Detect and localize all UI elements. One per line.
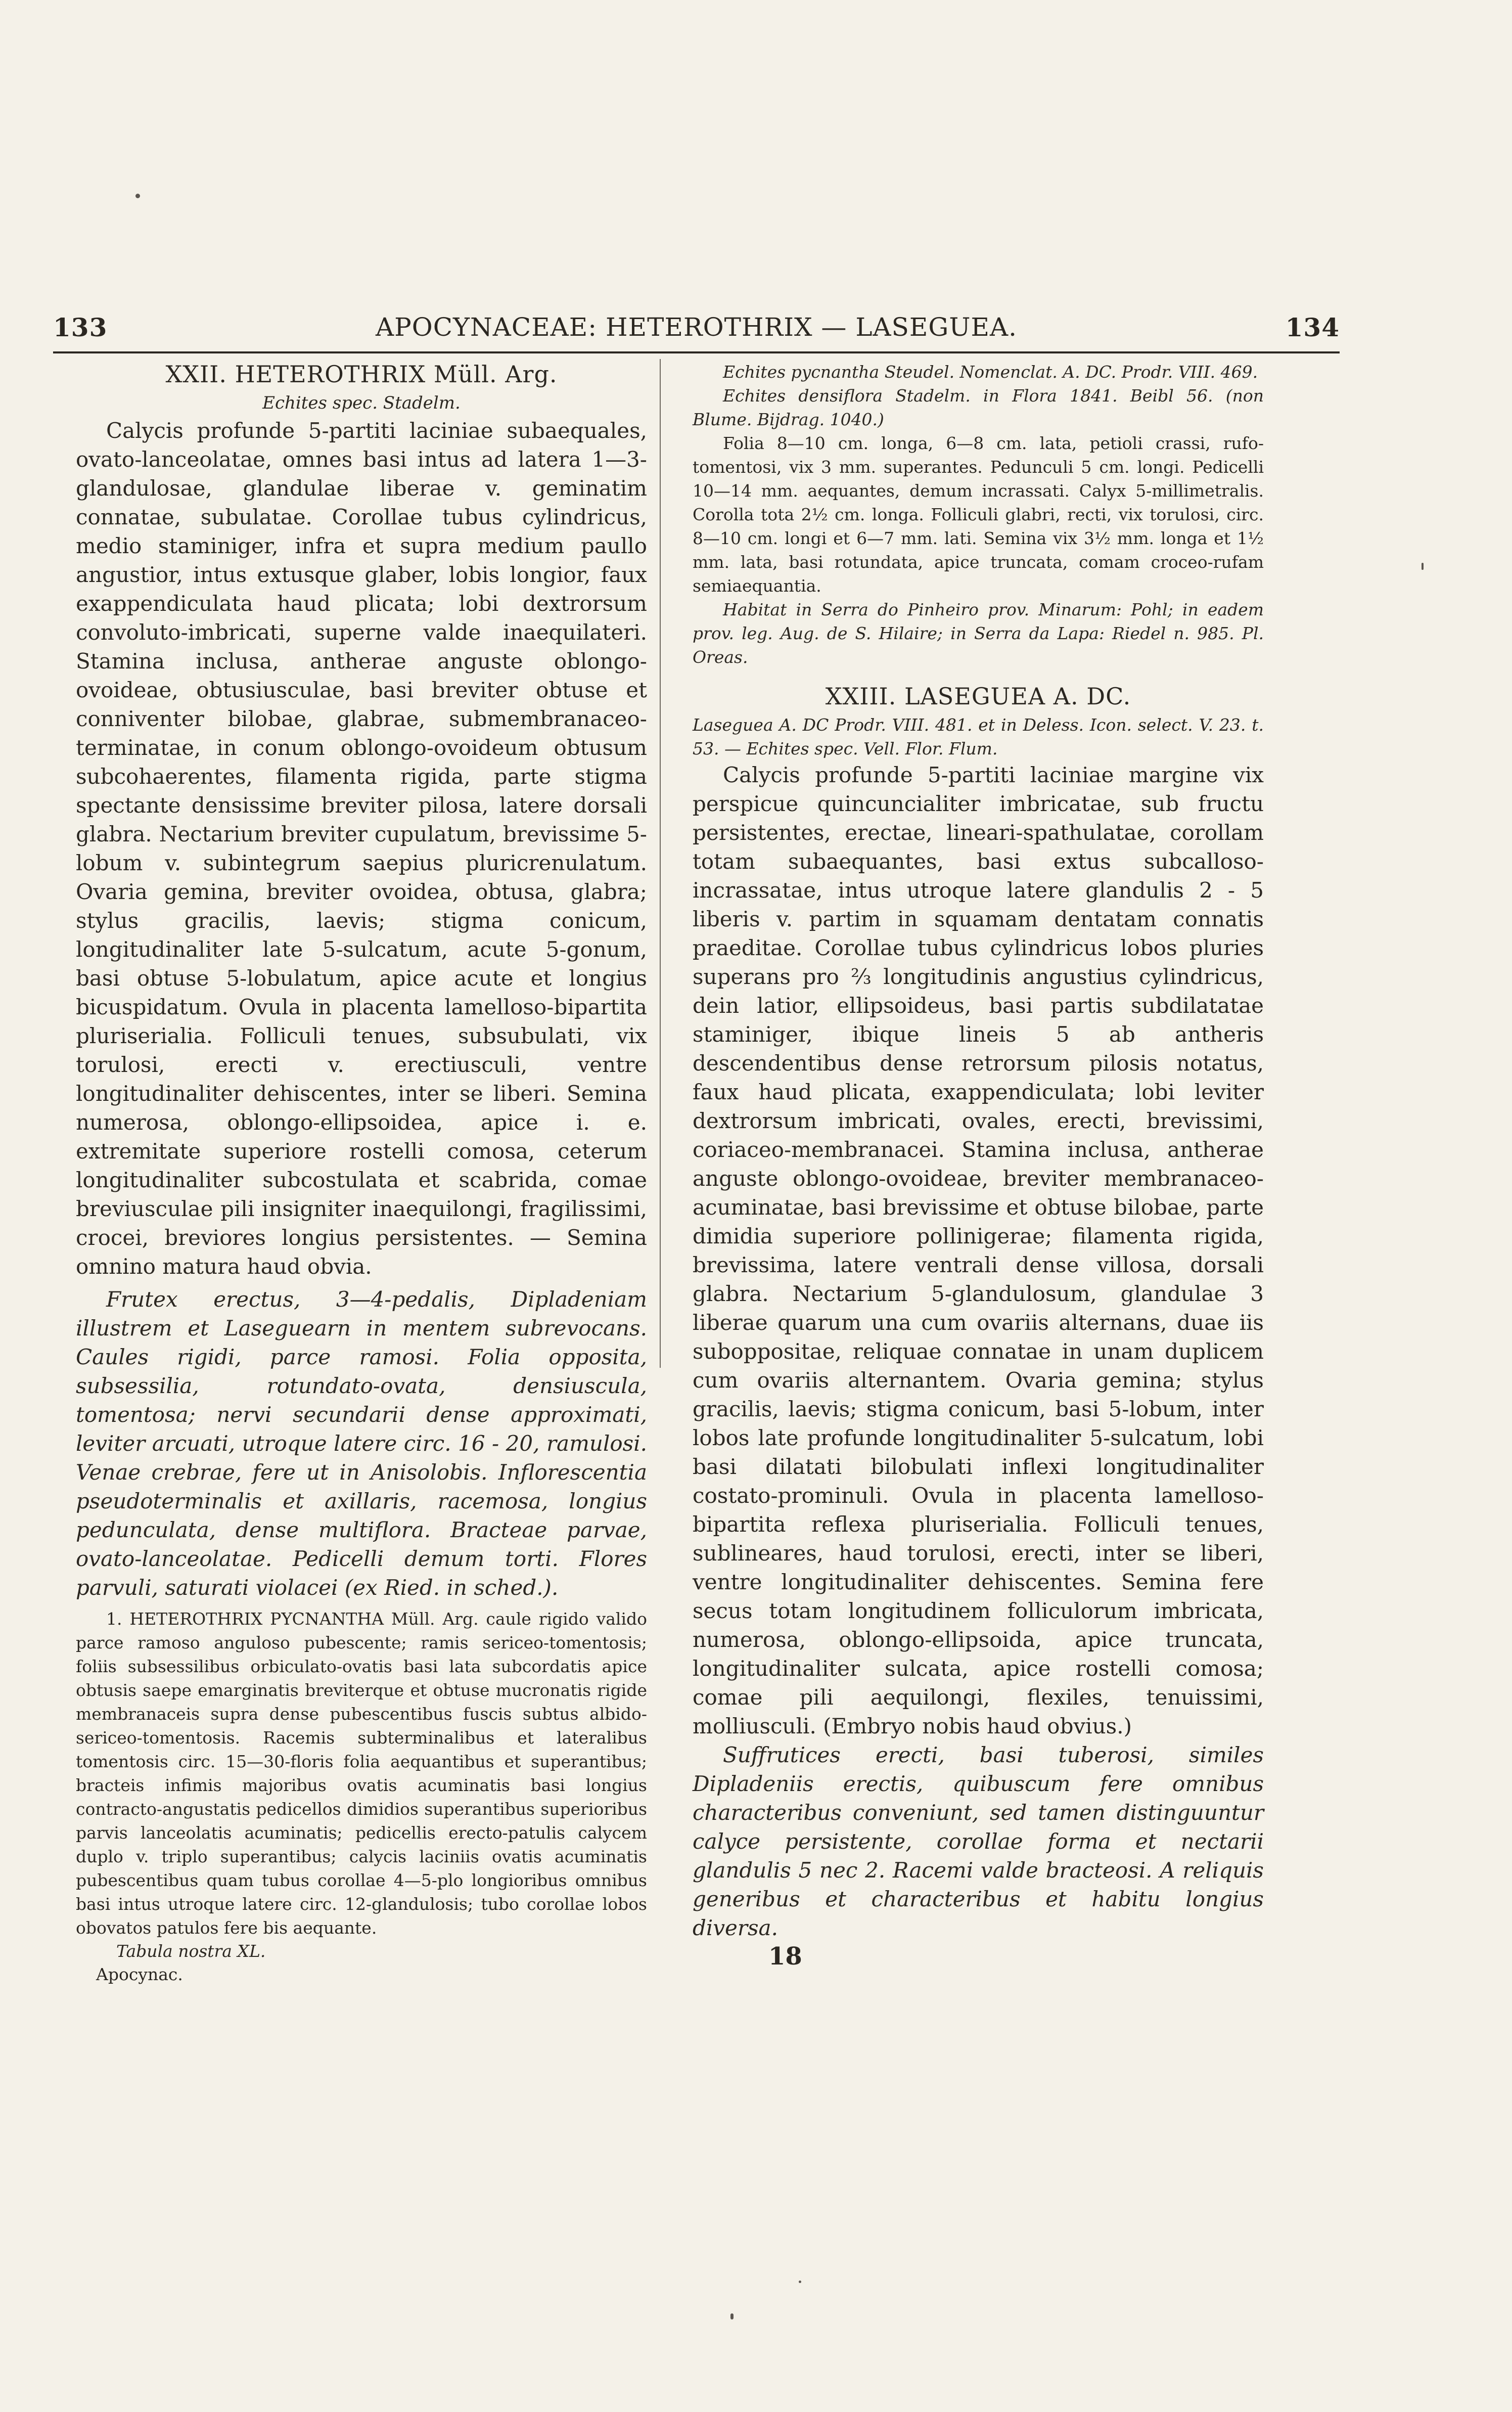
genus-heading-heterothrix: XXII. HETEROTHRIX Müll. Arg.: [165, 361, 558, 388]
habitat: Habitat in Serra do Pinheiro prov. Minarum: Pohl; in eadem prov. leg. Aug. de S. Hilaire; in Serra da Lapa: Riedel n. 985. Pl. Oreas.: [693, 600, 1264, 667]
ink-speck: [799, 2281, 801, 2283]
running-header: [53, 309, 1340, 351]
page-number-left: 133: [53, 312, 108, 342]
page-number-right: 134: [1285, 312, 1340, 342]
column-divider: [660, 359, 661, 1368]
genus-heading-laseguea: XXIII. LASEGUEA A. DC.: [825, 683, 1131, 710]
genus-synonym: Echites spec. Stadelm.: [262, 393, 461, 413]
ink-speck: [135, 194, 140, 198]
species-description: 1. HETEROTHRIX PYCNANTHA Müll. Arg. caule rigido valido parce ramoso anguloso pubescente; ramis sericeo-tomentosis; foliis subsessilibus orbiculato-ovatis basi lata subcordatis apice obtusis saepe emarginatis breviterque et obtuse mucronatis rigide membranaceis supra dense pubescentibus fuscis subtus albido-sericeo-tomentosis. Racemis subterminalibus et lateralibus tomentosis circ. 15—30-floris folia aequantibus et superantibus; bracteis infimis majoribus ovatis acuminatis basi longius contracto-angustatis pedicellos dimidios superantibus superioribus parvis lanceolatis acuminatis; pedicellis erecto-patulis calycem duplo v. triplo superantibus; calycis laciniis ovatis acuminatis pubescentibus quam tubus corollae 4—5-plo longioribus omnibus basi intus utroque latere circ. 12-glandulosis; tubo corollae lobos obovatos patulos fere bis aequante.: [76, 1609, 647, 1938]
species-synonym-1: Echites pycnantha Steudel. Nomenclat. A. DC. Prodr. VIII. 469.: [723, 362, 1258, 382]
left-column: [76, 360, 647, 1986]
right-column: [693, 360, 1264, 1971]
genus-synonym-laseguea: Laseguea A. DC Prodr. VIII. 481. et in Deless. Icon. select. V. 23. t. 53. — Echites spec. Vell. Flor. Flum.: [693, 715, 1264, 758]
species-synonym-2: Echites densiflora Stadelm. in Flora 1841. Beibl 56. (non Blume. Bijdrag. 1040.): [693, 386, 1264, 429]
species-measurements: Folia 8—10 cm. longa, 6—8 cm. lata, petioli crassi, rufo-tomentosi, vix 3 mm. superantes. Pedunculi 5 cm. longi. Pedicelli 10—14 mm. aequantes, demum incrassati. Calyx 5-millimetralis. Corolla tota 2½ cm. longa. Folliculi glabri, recti, vix torulosi, circ. 8—10 cm. longi et 6—7 mm. lati. Semina vix 3½ mm. longa et 1½ mm. lata, basi rotundata, apice truncata, comam croceo-rufam semiaequantia.: [693, 433, 1264, 596]
signature-mark: 18: [768, 1942, 802, 1971]
habit-description: Frutex erectus, 3—4-pedalis, Dipladeniam illustrem et Laseguearn in mentem subrevocans. Caules rigidi, parce ramosi. Folia opposita, subsessilia, rotundato-ovata, densiuscula, tomentosa; nervi secundarii dense approximati, leviter arcuati, utroque latere circ. 16 - 20, ramulosi. Venae crebrae, fere ut in Anisolobis. Inflorescentia pseudoterminalis et axillaris, racemosa, longius pedunculata, dense multiflora. Bracteae parvae, ovato-lanceolatae. Pedicelli demum torti. Flores parvuli, saturati violacei (ex Ried. in sched.).: [76, 1287, 647, 1600]
ink-speck: [730, 2313, 734, 2319]
header-rule: [53, 351, 1340, 353]
plate-family: Apocynac.: [96, 1964, 183, 1984]
habit-description-laseguea: Suffrutices erecti, basi tuberosi, similes Dipladeniis erectis, quibuscum fere omnibus characteribus conveniunt, sed tamen distinguuntur calyce persistente, corollae forma et nectarii glandulis 5 nec 2. Racemi valde bracteosi. A reliquis generibus et characteribus et habitu longius diversa.: [693, 1743, 1264, 1940]
genus-description-laseguea: Calycis profunde 5-partiti laciniae margine vix perspicue quincuncialiter imbricatae, sub fructu persistentes, erectae, lineari-spathulatae, corollam totam subaequantes, basi extus subcalloso-incrassatae, intus utroque latere glandulis 2 - 5 liberis v. partim in squamam dentatam connatis praeditae. Corollae tubus cylindricus lobos pluries superans pro ⅔ longitudinis angustius cylindricus, dein latior, ellipsoideus, basi partis subdilatatae staminiger, ibique lineis 5 ab antheris descendentibus dense retrorsum pilosis notatus, faux haud plicata, exappendiculata; lobi leviter dextrorsum imbricati, ovales, erecti, brevissimi, coriaceo-membranacei. Stamina inclusa, antherae anguste oblongo-ovoideae, breviter membranaceo-acuminatae, basi brevissime et obtuse bilobae, parte dimidia superiore pollinigerae; filamenta rigida, brevissima, latere ventrali dense villosa, dorsali glabra. Nectarium 5-glandulosum, glandulae 3 liberae quarum una cum ovariis alternans, duae iis suboppositae, reliquae connatae in unam duplicem cum ovariis alternantem. Ovaria gemina; stylus gracilis, laevis; stigma conicum, basi 5-lobum, inter lobos late profunde longitudinaliter 5-sulcatum, lobi basi dilatati bilobulati inflexi longitudinaliter costato-prominuli. Ovula in placenta lamelloso-bipartita reflexa pluriserialia. Folliculi tenues, sublineares, haud torulosi, erecti, inter se liberi, ventre longitudinaliter dehiscentes. Semina fere secus totam longitudinem folliculorum imbricata, numerosa, oblongo-ellipsoida, apice truncata, longitudinaliter sulcata, apice rostelli comosa; comae pili aequilongi, flexiles, tenuissimi, molliusculi. (Embryo nobis haud obvius.): [693, 763, 1264, 1738]
running-title: APOCYNACEAE: HETEROTHRIX — LASEGUEA.: [376, 312, 1017, 342]
genus-description: Calycis profunde 5-partiti laciniae subaequales, ovato-lanceolatae, omnes basi intus ad latera 1—3-glandulosae, glandulae liberae v. geminatim connatae, subulatae. Corollae tubus cylindricus, medio staminiger, infra et supra medium paullo angustior, intus extusque glaber, lobis longior, faux exappendiculata haud plicata; lobi dextrorsum convoluto-imbricati, superne valde inaequilateri. Stamina inclusa, antherae anguste oblongo-ovoideae, obtusiusculae, basi breviter obtuse et conniventer bilobae, glabrae, submembranaceo-terminatae, in conum oblongo-ovoideum obtusum subcohaerentes, filamenta rigida, parte stigma spectante densissime breviter pilosa, latere dorsali glabra. Nectarium breviter cupulatum, brevissime 5-lobum v. subintegrum saepius pluricrenulatum. Ovaria gemina, breviter ovoidea, obtusa, glabra; stylus gracilis, laevis; stigma conicum, longitudinaliter late 5-sulcatum, acute 5-gonum, basi obtuse 5-lobulatum, apice acute et longius bicuspidatum. Ovula in placenta lamelloso-bipartita pluriserialia. Folliculi tenues, subsubulati, vix torulosi, erecti v. erectiusculi, ventre longitudinaliter dehiscentes, inter se liberi. Semina numerosa, oblongo-ellipsoidea, apice i. e. extremitate superiore rostelli comosa, ceterum longitudinaliter subcostulata et scabrida, comae breviusculae pili insigniter inaequilongi, fragilissimi, crocei, breviores longius persistentes. — Semina omnino matura haud obvia.: [76, 418, 647, 1279]
ink-speck: [1422, 563, 1424, 570]
plate-reference: Tabula nostra XL.: [116, 1941, 266, 1961]
